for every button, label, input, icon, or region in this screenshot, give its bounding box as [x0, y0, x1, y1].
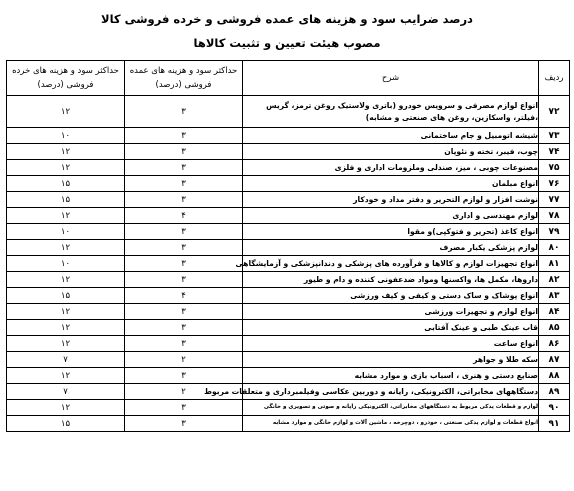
- row-retail-percent: ۱۲: [7, 304, 125, 320]
- table-row: [7, 288, 570, 304]
- header-sharh: شرح: [243, 61, 539, 96]
- table-row: [7, 240, 570, 256]
- row-retail-percent: ۱۲: [7, 144, 125, 160]
- row-description: انواع لوازم و تجهیزات ورزشی: [243, 304, 539, 320]
- row-retail-percent: ۷: [7, 352, 125, 368]
- row-retail-percent: ۱۲: [7, 96, 125, 128]
- table-row: [7, 384, 570, 400]
- row-retail-percent: ۱۲: [7, 320, 125, 336]
- row-description: انواع ساعت: [243, 336, 539, 352]
- table-row: [7, 208, 570, 224]
- row-retail-percent: ۱۲: [7, 272, 125, 288]
- row-description: سکه طلا و جواهر: [243, 352, 539, 368]
- row-retail-percent: ۱۵: [7, 176, 125, 192]
- row-number: ۷۵: [539, 160, 570, 176]
- table-row: [7, 416, 570, 432]
- table-body: [7, 96, 570, 432]
- row-description: انواع تجهیزات لوازم و کالاها و فرآورده های پزشکی و دندانپزشکی و آزمایشگاهی: [243, 256, 539, 272]
- table-row: [7, 192, 570, 208]
- row-retail-percent: ۱۲: [7, 240, 125, 256]
- row-number: ۷۷: [539, 192, 570, 208]
- table-row: [7, 400, 570, 416]
- row-number: ۸۰: [539, 240, 570, 256]
- table-row: [7, 272, 570, 288]
- row-retail-percent: ۱۲: [7, 208, 125, 224]
- coefficients-table: [6, 60, 570, 432]
- row-wholesale-percent: ۳: [125, 368, 243, 384]
- row-number: ۸۹: [539, 384, 570, 400]
- row-description: صنایع دستی و هنری ، اسباب بازی و موارد مشابه: [243, 368, 539, 384]
- table-row: [7, 256, 570, 272]
- row-wholesale-percent: ۴: [125, 288, 243, 304]
- row-retail-percent: ۱۵: [7, 288, 125, 304]
- row-wholesale-percent: ۳: [125, 240, 243, 256]
- row-number: ۸۸: [539, 368, 570, 384]
- row-number: ۸۵: [539, 320, 570, 336]
- row-number: ۸۳: [539, 288, 570, 304]
- row-number: ۸۲: [539, 272, 570, 288]
- row-wholesale-percent: ۳: [125, 160, 243, 176]
- row-number: ۸۶: [539, 336, 570, 352]
- row-description: چوب، فیبر، تخته و نئوپان: [243, 144, 539, 160]
- row-retail-percent: ۱۲: [7, 400, 125, 416]
- row-description: لوازم و قطعات یدکی مربوط به دستگاههای مخابراتی، الکترونیکی رایانه و صوتی و تصویری و خانگی: [243, 400, 539, 416]
- row-retail-percent: ۱۵: [7, 192, 125, 208]
- row-description: انواع قطعات و لوازم یدکی صنعتی ، خودرو ، دوچرخه ، ماشین آلات و لوازم خانگی و موارد مشابه: [243, 416, 539, 432]
- row-wholesale-percent: ۳: [125, 336, 243, 352]
- header-wholesale: حداکثر سود و هزینه های عمده فروشی (درصد): [125, 61, 243, 96]
- row-description: انواع کاغذ (تحریر و فتوکپی)و مقوا: [243, 224, 539, 240]
- row-wholesale-percent: ۳: [125, 304, 243, 320]
- row-description: انواع لوازم مصرفی و سرویس خودرو (باتری ولاستیک روغن ترمز، گریس ،فیلتر، واسکازین، روغن های صنعتی و مشابه): [243, 96, 539, 128]
- row-wholesale-percent: ۲: [125, 352, 243, 368]
- row-description: قاب عینک طبی و عینک آفتابی: [243, 320, 539, 336]
- row-wholesale-percent: ۳: [125, 320, 243, 336]
- row-description: دستگاههای مخابراتی، الکترونیکی، رایانه و دوربین عکاسی وفیلمبرداری و متعلقات مربوط: [243, 384, 539, 400]
- row-description: لوازم مهندسی و اداری: [243, 208, 539, 224]
- row-description: انواع مبلمان: [243, 176, 539, 192]
- row-number: ۷۸: [539, 208, 570, 224]
- row-wholesale-percent: ۳: [125, 272, 243, 288]
- row-description: داروها، مکمل ها، واکسنها ومواد ضدعفونی کننده و دام و طیور: [243, 272, 539, 288]
- row-retail-percent: ۱۲: [7, 368, 125, 384]
- row-wholesale-percent: ۳: [125, 144, 243, 160]
- document-subtitle: مصوب هیئت تعیین و تثبیت کالاها: [193, 36, 381, 50]
- table-row: [7, 224, 570, 240]
- row-wholesale-percent: ۳: [125, 416, 243, 432]
- row-retail-percent: ۱۲: [7, 336, 125, 352]
- row-wholesale-percent: ۳: [125, 192, 243, 208]
- row-retail-percent: ۷: [7, 384, 125, 400]
- row-number: ۷۳: [539, 128, 570, 144]
- row-description: شیشه اتومبیل و جام ساختمانی: [243, 128, 539, 144]
- header-radif: ردیف: [539, 61, 570, 96]
- row-description: انواع پوشاک و ساک دستی و کیفی و کیف ورزشی: [243, 288, 539, 304]
- table-row: [7, 144, 570, 160]
- row-retail-percent: ۱۲: [7, 160, 125, 176]
- row-wholesale-percent: ۳: [125, 128, 243, 144]
- row-wholesale-percent: ۴: [125, 208, 243, 224]
- row-retail-percent: ۱۵: [7, 416, 125, 432]
- table-row: [7, 336, 570, 352]
- table-row: [7, 176, 570, 192]
- row-description: نوشت افزار و لوازم التحریر و دفتر مداد و خودکار: [243, 192, 539, 208]
- row-number: ۹۰: [539, 400, 570, 416]
- table-row: [7, 304, 570, 320]
- row-number: ۷۴: [539, 144, 570, 160]
- row-wholesale-percent: ۳: [125, 96, 243, 128]
- row-wholesale-percent: ۳: [125, 176, 243, 192]
- row-wholesale-percent: ۳: [125, 256, 243, 272]
- row-retail-percent: ۱۰: [7, 256, 125, 272]
- table-row: [7, 128, 570, 144]
- row-number: ۸۴: [539, 304, 570, 320]
- row-number: ۹۱: [539, 416, 570, 432]
- row-retail-percent: ۱۰: [7, 224, 125, 240]
- row-wholesale-percent: ۳: [125, 400, 243, 416]
- table-row: [7, 160, 570, 176]
- row-number: ۸۱: [539, 256, 570, 272]
- table-row: [7, 320, 570, 336]
- row-retail-percent: ۱۰: [7, 128, 125, 144]
- row-description: مصنوعات چوبی ، میز، صندلی وملزومات اداری و فلزی: [243, 160, 539, 176]
- header-retail: حداکثر سود و هزینه های خرده فروشی (درصد): [7, 61, 125, 96]
- row-number: ۷۲: [539, 96, 570, 128]
- row-number: ۷۹: [539, 224, 570, 240]
- table-row: [7, 368, 570, 384]
- row-number: ۸۷: [539, 352, 570, 368]
- row-description: لوازم پزشکی یکبار مصرف: [243, 240, 539, 256]
- table-row: [7, 352, 570, 368]
- row-wholesale-percent: ۲: [125, 384, 243, 400]
- row-number: ۷۶: [539, 176, 570, 192]
- row-wholesale-percent: ۳: [125, 224, 243, 240]
- table-row: [7, 96, 570, 128]
- document-title: درصد ضرایب سود و هزینه های عمده فروشی و خرده فروشی کالا: [101, 12, 473, 26]
